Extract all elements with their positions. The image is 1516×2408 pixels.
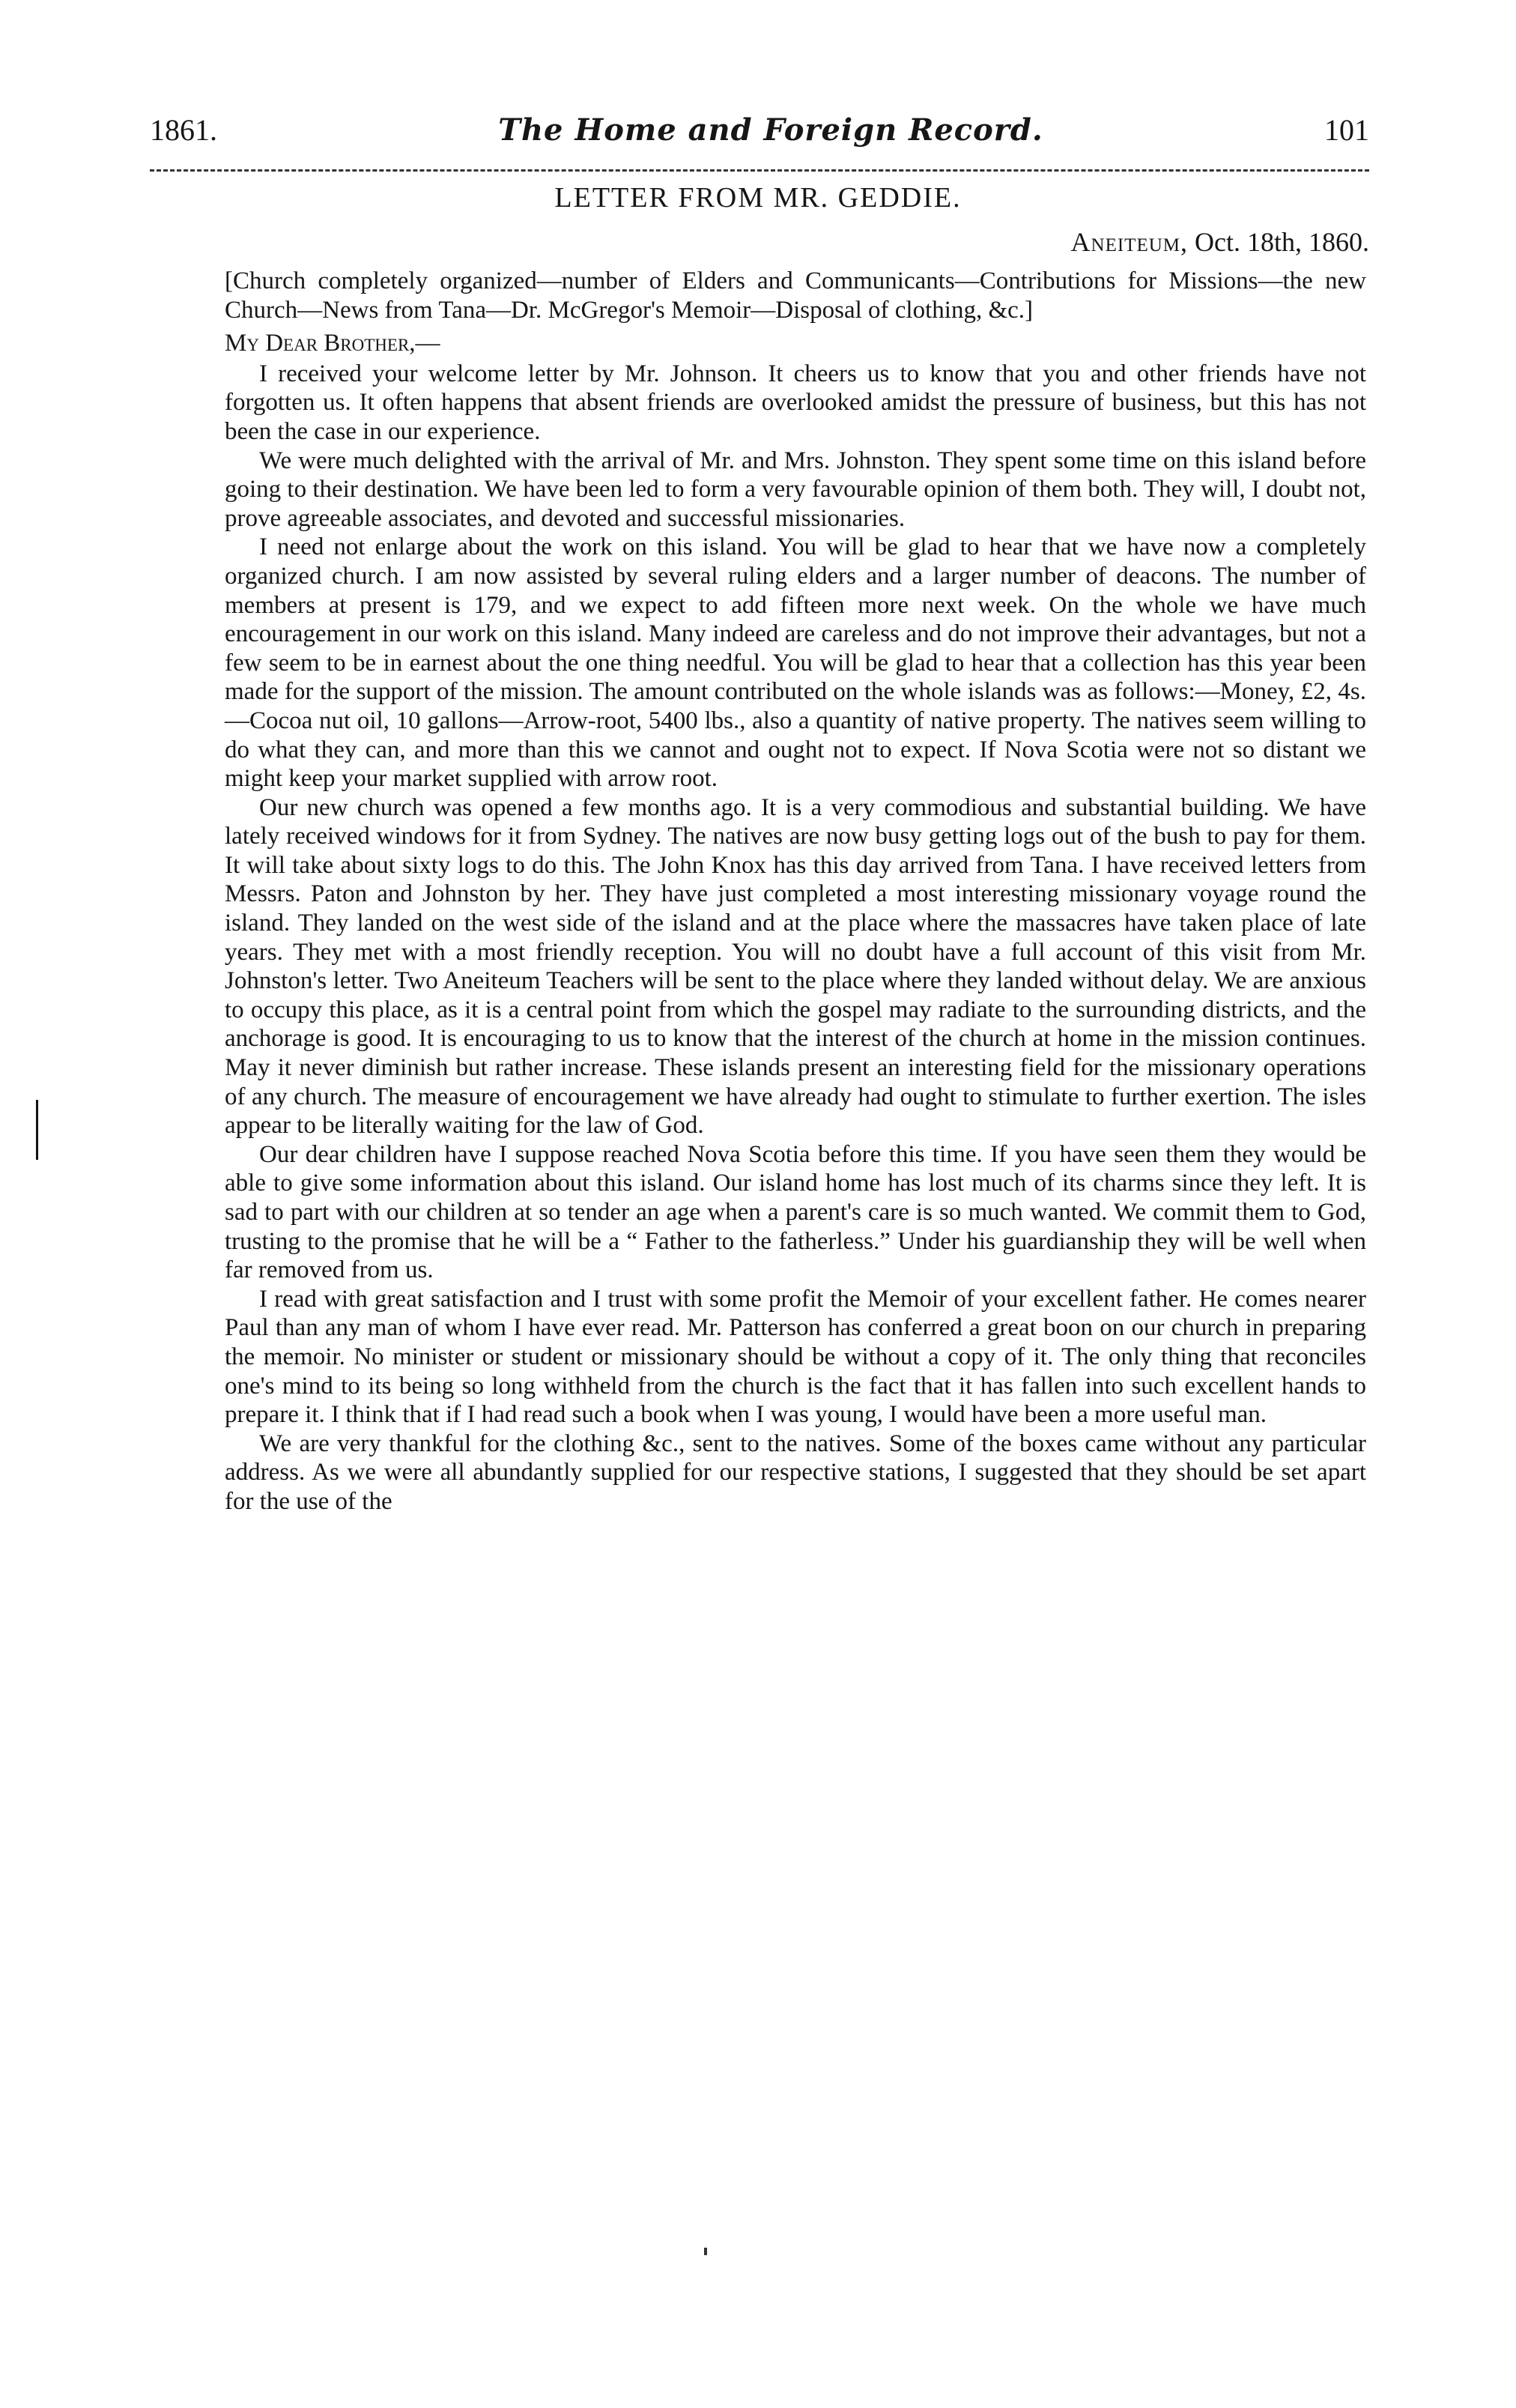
year: 1861. [150,113,217,147]
letter-body [225,267,1366,1516]
dateline-place: Aneiteum, [1070,227,1189,257]
paragraph: I received your welcome letter by Mr. Johnson. It cheers us to know that you and other friends have not forgotten us. It often happens that absent friends are overlooked amidst the pressure of business, but this has not been the case in our experience. [225,360,1366,445]
article-title: LETTER FROM MR. GEDDIE. [554,182,962,214]
page-number: 101 [1324,113,1369,147]
salutation: My Dear Brother,— [225,330,440,357]
header-rule [150,169,1369,172]
paragraph: Our dear children have I suppose reached Nova Scotia before this time. If you have seen them they would be able to give some information about this island. Our island home has lost much of its charms since they left. It is sad to part with our children at so tender an age when a parent's care is so much wanted. We commit them to God, trusting to the promise that he will be a “ Father to the fatherless.” Under his guardianship they will be well when far removed from us. [225,1140,1366,1284]
dateline-date: Oct. 18th, 1860. [1195,227,1369,257]
paragraph: I need not enlarge about the work on this island. You will be glad to hear that we have now a completely organized church. I am now assisted by several ruling elders and a larger number of deacons. The number of members at present is 179, and we expect to add fifteen more next week. On the whole we have much encouragement in our work on this island. Many indeed are careless and do not improve their advantages, but not a few seem to be in earnest about the one thing needful. You will be glad to hear that a collection has this year been made for the support of the mission. The amount contributed on the whole islands was as follows:—Money, £2, 4s.—Cocoa nut oil, 10 gallons—Arrow-root, 5400 lbs., also a quantity of native property. The natives seem willing to do what they can, and more than this we cannot and ought not to expect. If Nova Scotia were not so distant we might keep your market supplied with arrow root. [225,533,1366,793]
ink-speck [704,2248,707,2255]
paragraph: I read with great satisfaction and I trust with some profit the Memoir of your excellent father. He comes nearer Paul than any man of whom I have ever read. Mr. Patterson has conferred a great boon on our church in preparing the memoir. No minister or student or missionary should be without a copy of it. The only thing that reconciles one's mind to its being so long withheld from the church is the fact that it has fallen into such excellent hands to prepare it. I think that if I had read such a book when I was young, I would have been a more useful man. [225,1285,1366,1429]
paragraph: We were much delighted with the arrival of Mr. and Mrs. Johnston. They spent some time on this island before going to their destination. We have been led to form a very favourable opinion of them both. They will, I doubt not, prove agreeable associates, and devoted and successful missionaries. [225,447,1366,532]
journal-title: The Home and Foreign Record. [498,112,1043,148]
running-head [150,112,1369,160]
paragraph: We are very thankful for the clothing &c., sent to the natives. Some of the boxes came without any particular address. As we were all abundantly supplied for our respective stations, I suggested that they should be set apart for the use of the [225,1430,1366,1515]
dateline [1071,226,1369,258]
summary: [Church completely organized—number of Elders and Communicants—Contributions for Missions—the new Church—News from Tana—Dr. McGregor's Memoir—Disposal of clothing, &c.] [225,267,1366,324]
paragraph: Our new church was opened a few months ago. It is a very commodious and substantial building. We have lately received windows for it from Sydney. The natives are now busy getting logs out of the bush to pay for them. It will take about sixty logs to do this. The John Knox has this day arrived from Tana. I have received letters from Messrs. Paton and Johnston by her. They have just completed a most interesting missionary voyage round the island. They landed on the west side of the island and at the place where the massacres have taken place of late years. They met with a most friendly reception. You will no doubt have a full account of this visit from Mr. Johnston's letter. Two Aneiteum Teachers will be sent to the place where they landed without delay. We are anxious to occupy this place, as it is a central point from which the gospel may radiate to the surrounding districts, and the anchorage is good. It is encouraging to us to know that the interest of the church at home in the mission continues. May it never diminish but rather increase. These islands present an interesting field for the missionary operations of any church. The measure of encouragement we have already had ought to stimulate to further exertion. The isles appear to be literally waiting for the law of God. [225,793,1366,1140]
margin-mark [36,1100,38,1160]
